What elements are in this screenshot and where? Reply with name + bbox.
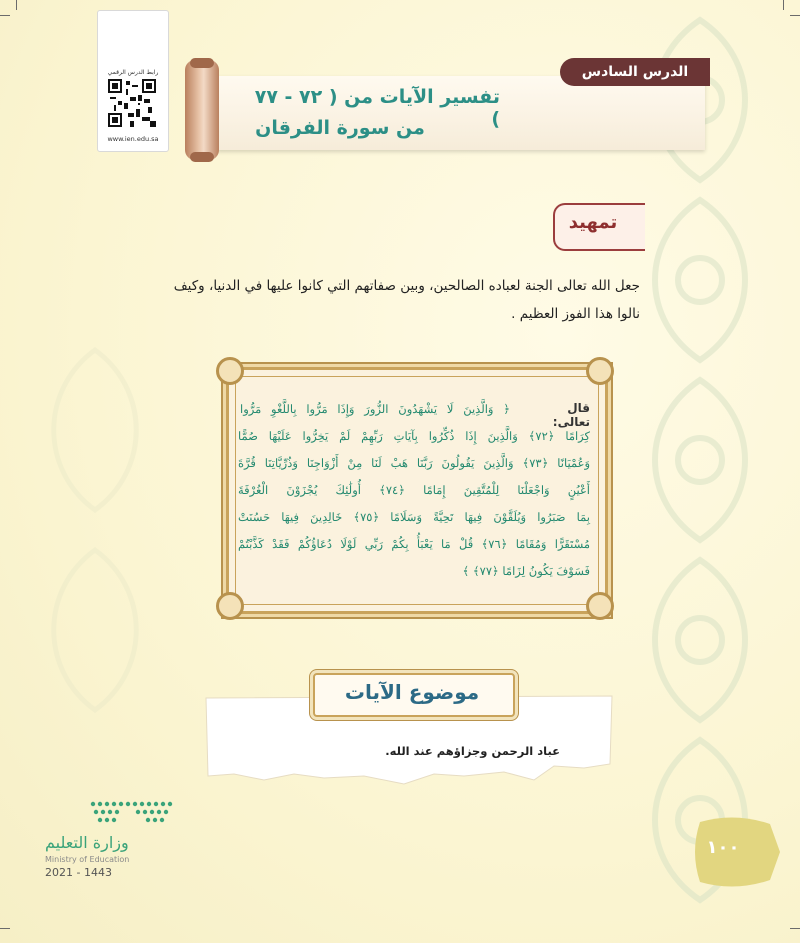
qr-url[interactable]: www.ien.edu.sa bbox=[107, 135, 159, 143]
verse-line: فَسَوْفَ يَكُونُ لِزَامًا ﴿٧٧﴾ ﴾ bbox=[462, 564, 590, 578]
crop-mark bbox=[783, 0, 784, 10]
crop-mark bbox=[0, 15, 10, 16]
ministry-logo-icon bbox=[88, 798, 178, 828]
page-number: ١٠٠ bbox=[706, 837, 740, 858]
frame-corner-ornament-icon bbox=[216, 592, 244, 620]
scroll-roll bbox=[185, 60, 219, 160]
crop-mark bbox=[0, 928, 10, 929]
crop-mark bbox=[16, 0, 17, 10]
quran-intro-label: قال تعالى: bbox=[552, 401, 590, 429]
crop-mark bbox=[790, 928, 800, 929]
frame-corner-ornament-icon bbox=[586, 357, 614, 385]
intro-heading: تمهيد bbox=[568, 212, 618, 233]
lesson-subtitle: من سورة الفرقان bbox=[255, 117, 425, 139]
ministry-name-en: Ministry of Education bbox=[45, 855, 130, 864]
intro-line: نالوا هذا الفوز العظيم . bbox=[511, 306, 640, 322]
intro-paragraph bbox=[150, 272, 640, 328]
qr-code-icon[interactable] bbox=[108, 79, 156, 127]
verse-line: مُسْتَقَرًّا وَمُقَامًا ﴿٧٦﴾ قُلْ مَا يَعْبَأُ بِكُمْ رَبِّي لَوْلَا دُعَاؤُكُمْ فَقَدْ كَذَّبْتُمْ bbox=[238, 537, 590, 551]
verse-line: ﴿ وَالَّذِينَ لَا يَشْهَدُونَ الزُّورَ وَإِذَا مَرُّوا بِاللَّغْوِ مَرُّوا bbox=[240, 402, 510, 416]
qr-label: رابط الدرس الرقمي bbox=[107, 69, 159, 76]
verse-line: وَعُمْيَانًا ﴿٧٣﴾ وَالَّذِينَ يَقُولُونَ رَبَّنَا هَبْ لَنَا مِنْ أَزْوَاجِنَا وَذُرِّيَّاتِنَا قُرَّةَ bbox=[238, 456, 591, 470]
frame-corner-ornament-icon bbox=[586, 592, 614, 620]
topic-text: عباد الرحمن وجزاؤهم عند الله. bbox=[385, 744, 560, 758]
lesson-title: تفسير الآيات من ( ٧٢ - ٧٧ ) bbox=[254, 86, 500, 130]
intro-line: جعل الله تعالى الجنة لعباده الصالحين، وبين صفاتهم التي كانوا عليها في الدنيا، وكيف bbox=[173, 278, 640, 294]
qr-card[interactable] bbox=[97, 10, 169, 152]
lesson-number-tab: الدرس السادس bbox=[560, 58, 710, 86]
topic-title: موضوع الآيات bbox=[344, 680, 480, 704]
ministry-name-ar: وزارة التعليم bbox=[45, 833, 129, 852]
verse-line: بِمَا صَبَرُوا وَيُلَقَّوْنَ فِيهَا تَحِيَّةً وَسَلَامًا ﴿٧٥﴾ خَالِدِينَ فِيهَا حَسُنَتْ bbox=[238, 510, 591, 524]
verse-line: كِرَامًا ﴿٧٢﴾ وَالَّذِينَ إِذَا ذُكِّرُوا بِآيَاتِ رَبِّهِمْ لَمْ يَخِرُّوا عَلَيْهَا صُمًّا bbox=[238, 429, 591, 443]
edition-year: 2021 - 1443 bbox=[45, 866, 112, 879]
verse-line: أَعْيُنٍ وَاجْعَلْنَا لِلْمُتَّقِينَ إِمَامًا ﴿٧٤﴾ أُولَٰئِكَ يُجْزَوْنَ الْغُرْفَةَ bbox=[238, 483, 591, 497]
decorative-pattern-left bbox=[0, 330, 190, 750]
crop-mark bbox=[790, 15, 800, 16]
frame-corner-ornament-icon bbox=[216, 357, 244, 385]
